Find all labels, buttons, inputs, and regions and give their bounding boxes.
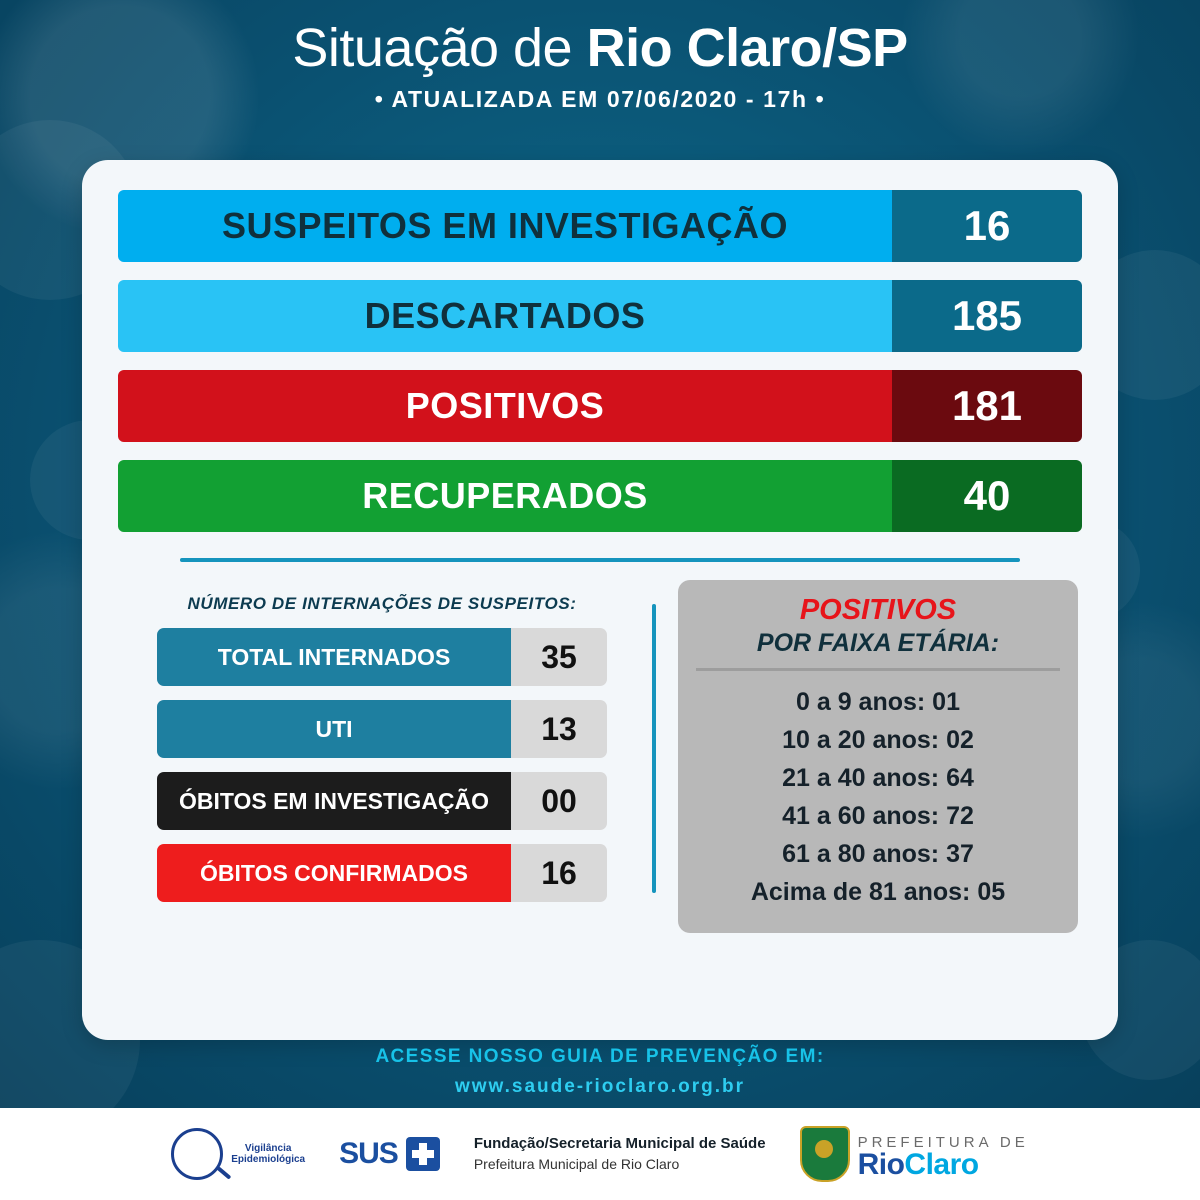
internacoes-label-obitos-investigacao: ÓBITOS EM INVESTIGAÇÃO (157, 772, 511, 830)
medical-cross-icon (406, 1137, 440, 1171)
internacoes-label-obitos-confirmados: ÓBITOS CONFIRMADOS (157, 844, 511, 902)
faixa-etaria-heading-positivos: POSITIVOS (799, 594, 957, 626)
internacoes-value-obitos-confirmados: 16 (511, 844, 607, 902)
update-timestamp: • ATUALIZADA EM 07/06/2020 - 17h • (374, 86, 826, 112)
logo-bar (0, 1108, 1200, 1200)
internacoes-row-obitos-confirmados (157, 844, 607, 902)
stat-value-positivos: 181 (892, 370, 1082, 442)
logo-prefeitura (800, 1126, 1029, 1182)
vertical-divider (652, 604, 656, 893)
footer-website-link[interactable]: www.saude-rioclaro.org.br (454, 1076, 745, 1097)
coat-of-arms-icon (800, 1126, 850, 1182)
faixa-etaria-heading-subtitle: POR FAIXA ETÁRIA: (756, 629, 1000, 657)
footer-call-to-action: ACESSE NOSSO GUIA DE PREVENÇÃO EM: (375, 1046, 825, 1067)
internacoes-label-total: TOTAL INTERNADOS (157, 628, 511, 686)
stat-bar-positivos (118, 370, 1082, 442)
list-item: Acima de 81 anos: 05 (750, 878, 1006, 906)
prefeitura-line1: PREFEITURA DE (857, 1134, 1029, 1151)
logo-vigilancia-epidemiologica (171, 1128, 305, 1180)
logo-vigilancia-text (231, 1143, 305, 1165)
logo-sus (339, 1137, 440, 1171)
internacoes-panel (122, 580, 642, 933)
list-item: 61 a 80 anos: 37 (782, 840, 974, 868)
internacoes-label-uti: UTI (157, 700, 511, 758)
internacoes-value-total: 35 (511, 628, 607, 686)
vigilancia-line1: Vigilância (244, 1143, 292, 1154)
faixa-etaria-list (696, 683, 1060, 911)
list-item: 21 a 40 anos: 64 (782, 764, 974, 792)
faixa-etaria-box (678, 580, 1078, 933)
stat-label-positivos: POSITIVOS (118, 370, 892, 442)
footer-prevention (0, 1046, 1200, 1098)
main-bars (82, 160, 1118, 532)
list-item: 0 a 9 anos: 01 (796, 688, 960, 716)
prefeitura-wordmark (857, 1132, 1029, 1181)
list-item: 10 a 20 anos: 02 (782, 726, 974, 754)
internacoes-row-uti (157, 700, 607, 758)
internacoes-row-total (157, 628, 607, 686)
prefeitura-line2 (857, 1148, 1029, 1181)
stat-bar-recuperados (118, 460, 1082, 532)
stat-label-descartados: DESCARTADOS (118, 280, 892, 352)
internacoes-value-obitos-investigacao: 00 (511, 772, 607, 830)
prefeitura-rio: Rio (857, 1148, 905, 1181)
page-title (0, 18, 1200, 78)
title-strong: Rio Claro/SP (586, 18, 908, 78)
internacoes-row-obitos-investigacao (157, 772, 607, 830)
poster-header (0, 0, 1200, 113)
stat-bar-suspeitos (118, 190, 1082, 262)
stat-value-suspeitos: 16 (892, 190, 1082, 262)
list-item: 41 a 60 anos: 72 (782, 802, 974, 830)
prefeitura-claro: Claro (904, 1148, 979, 1181)
faixa-etaria-separator (696, 668, 1060, 671)
stat-value-recuperados: 40 (892, 460, 1082, 532)
fundacao-line2: Prefeitura Municipal de Rio Claro (473, 1156, 680, 1172)
stat-label-recuperados: RECUPERADOS (118, 460, 892, 532)
faixa-etaria-panel (678, 580, 1078, 933)
stat-bar-descartados (118, 280, 1082, 352)
internacoes-title: NÚMERO DE INTERNAÇÕES DE SUSPEITOS: (187, 594, 577, 613)
stats-card (82, 160, 1118, 1040)
internacoes-value-uti: 13 (511, 700, 607, 758)
fundacao-line1: Fundação/Secretaria Municipal de Saúde (473, 1135, 766, 1152)
vigilancia-line2: Epidemiológica (231, 1154, 306, 1165)
sus-wordmark: SUS (339, 1137, 398, 1170)
lower-section (82, 562, 1118, 933)
logo-fundacao-saude (474, 1134, 766, 1174)
magnifier-icon (171, 1128, 223, 1180)
title-prefix: Situação de (292, 18, 587, 78)
stat-value-descartados: 185 (892, 280, 1082, 352)
stat-label-suspeitos: SUSPEITOS EM INVESTIGAÇÃO (118, 190, 892, 262)
